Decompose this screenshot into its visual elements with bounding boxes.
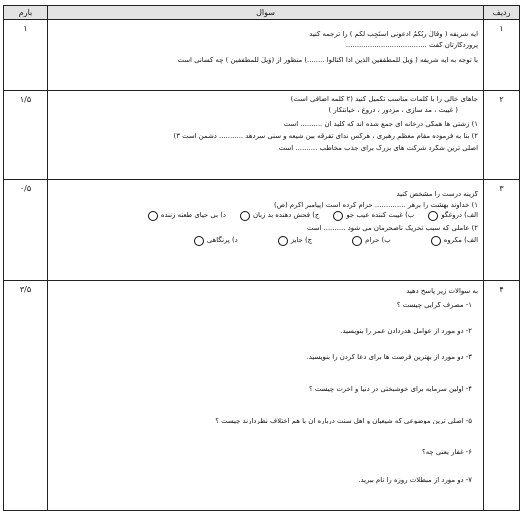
mc-option[interactable] xyxy=(428,211,478,221)
short-answer-item: ۵- اصلی ترین موضوعی که شیعیان و اهل سنت درباره آن با هم اختلاف نظردارند چیست ؟ xyxy=(215,417,472,425)
table-header-row xyxy=(4,6,520,20)
option-label: د) بی حیای طعنه زننده xyxy=(160,211,226,220)
row-score: ۱ xyxy=(4,20,48,91)
row-score: ۱/۵ xyxy=(4,91,48,180)
radio-circle-icon[interactable] xyxy=(352,236,362,246)
radio-circle-icon[interactable] xyxy=(431,236,441,246)
header-number: ردیف xyxy=(484,6,520,20)
short-answer-item: ۴- اولین سرمایه برای خوشبختی در دنیا و آخرت چیست ؟ xyxy=(309,385,472,393)
mc-option[interactable] xyxy=(333,211,414,221)
word-bank xyxy=(53,107,478,114)
radio-circle-icon[interactable] xyxy=(194,236,204,246)
short-answer-item: ۲- دو مورد از عوامل هدردادن عمر را بنویسید. xyxy=(340,327,472,335)
question-intro: جاهای خالی را با کلمات مناسب تکمیل کنید (۲ کلمه اضافی است) xyxy=(290,96,478,103)
question-cell xyxy=(48,20,484,91)
mc-option[interactable] xyxy=(431,236,478,246)
radio-circle-icon[interactable] xyxy=(240,211,250,221)
blank-item: ۲) بنا به فرموده مقام معظم رهبری ، هرکس ندای تفرقه بین شیعه و سنی سردهد ........... دشمن است ۳) xyxy=(173,132,478,140)
question-intro: به سوالات زیر پاسخ دهید xyxy=(406,288,478,295)
question-row-2 xyxy=(4,91,520,180)
header-question: سوال xyxy=(48,6,484,20)
question-intro: گزینه درست را مشخص کنید xyxy=(396,191,478,198)
option-label: د) پرنگاهی xyxy=(206,236,238,245)
mc-option[interactable] xyxy=(194,236,238,246)
question-cell xyxy=(48,180,484,281)
mc-question: ۲) عاملی که سبب تحریک ناصحرمان می شود .......... است xyxy=(306,224,478,232)
blank-item: اصلی ترین شگرد شرکت های بزرگ برای جذب مخاطب .......... است xyxy=(278,144,478,152)
row-number: ۱ xyxy=(484,20,520,91)
mc-option[interactable] xyxy=(278,236,312,246)
option-label: ب) غیبت کننده عیب جو xyxy=(346,211,415,220)
short-answer-item: ۱- مصرف گرایی چیست ؟ xyxy=(396,301,472,309)
question-row-4 xyxy=(4,281,520,511)
word-bank-text: ( غیبت ، مد سازی ، مزدور ، دروغ ، خیانتکار ) xyxy=(328,106,458,114)
question-line: با توجه به آیه شریفه ( وَیلٌ للمطففین الذین اذا اکتالوا ........) منظور از (وَیلٌ للمطففین ) چه کسانی است xyxy=(177,56,478,64)
mc-option[interactable] xyxy=(352,236,391,246)
question-row-3 xyxy=(4,180,520,281)
row-score: ۰/۵ xyxy=(4,180,48,281)
short-answer-item: ۶- غفار یعنی چه؟ xyxy=(422,449,472,457)
question-row-1 xyxy=(4,20,520,91)
mc-option[interactable] xyxy=(240,211,319,221)
row-score: ۳/۵ xyxy=(4,281,48,511)
radio-circle-icon[interactable] xyxy=(148,211,158,221)
row-number: ۴ xyxy=(484,281,520,511)
exam-table xyxy=(3,5,520,511)
option-label: ج) جایز xyxy=(290,236,313,245)
question-line: آیه شریفه ( وقالَ ربُکمُ ادعونی اَستَجِب لَکُم ) را ترجمه کنید xyxy=(309,31,478,38)
option-label: الف) مکروه xyxy=(443,236,478,245)
mc-options xyxy=(53,211,478,221)
radio-circle-icon[interactable] xyxy=(428,211,438,221)
radio-circle-icon[interactable] xyxy=(278,236,288,246)
question-line: پروردگارتان گفت ..................................... xyxy=(345,41,478,49)
row-number: ۳ xyxy=(484,180,520,281)
question-cell xyxy=(48,281,484,511)
option-label: الف) دروغگو xyxy=(441,211,478,220)
option-label: ج) فحش دهنده بد زبان xyxy=(252,211,320,220)
mc-question: ۱) خداوند بهشت را برهر .............. حرام کرده است (پیامبر اکرم (ص) xyxy=(274,201,478,209)
short-answer-item: ۳- دو مورد از بهترین فرصت ها برای دعا کردن را بنویسید. xyxy=(306,353,472,361)
short-answer-item: ۷- دو مورد از مبطلات روزه را نام ببرید. xyxy=(358,477,472,485)
header-score: بارم xyxy=(4,6,48,20)
radio-circle-icon[interactable] xyxy=(333,211,343,221)
question-cell xyxy=(48,91,484,180)
blank-item: ۱) زشتی ها همگی درخانه ای جمع شده اند که کلید آن .......... است xyxy=(283,120,478,128)
option-label: ب) حرام xyxy=(365,236,391,245)
mc-option[interactable] xyxy=(148,211,226,221)
row-number: ۲ xyxy=(484,91,520,180)
mc-options xyxy=(53,236,478,246)
